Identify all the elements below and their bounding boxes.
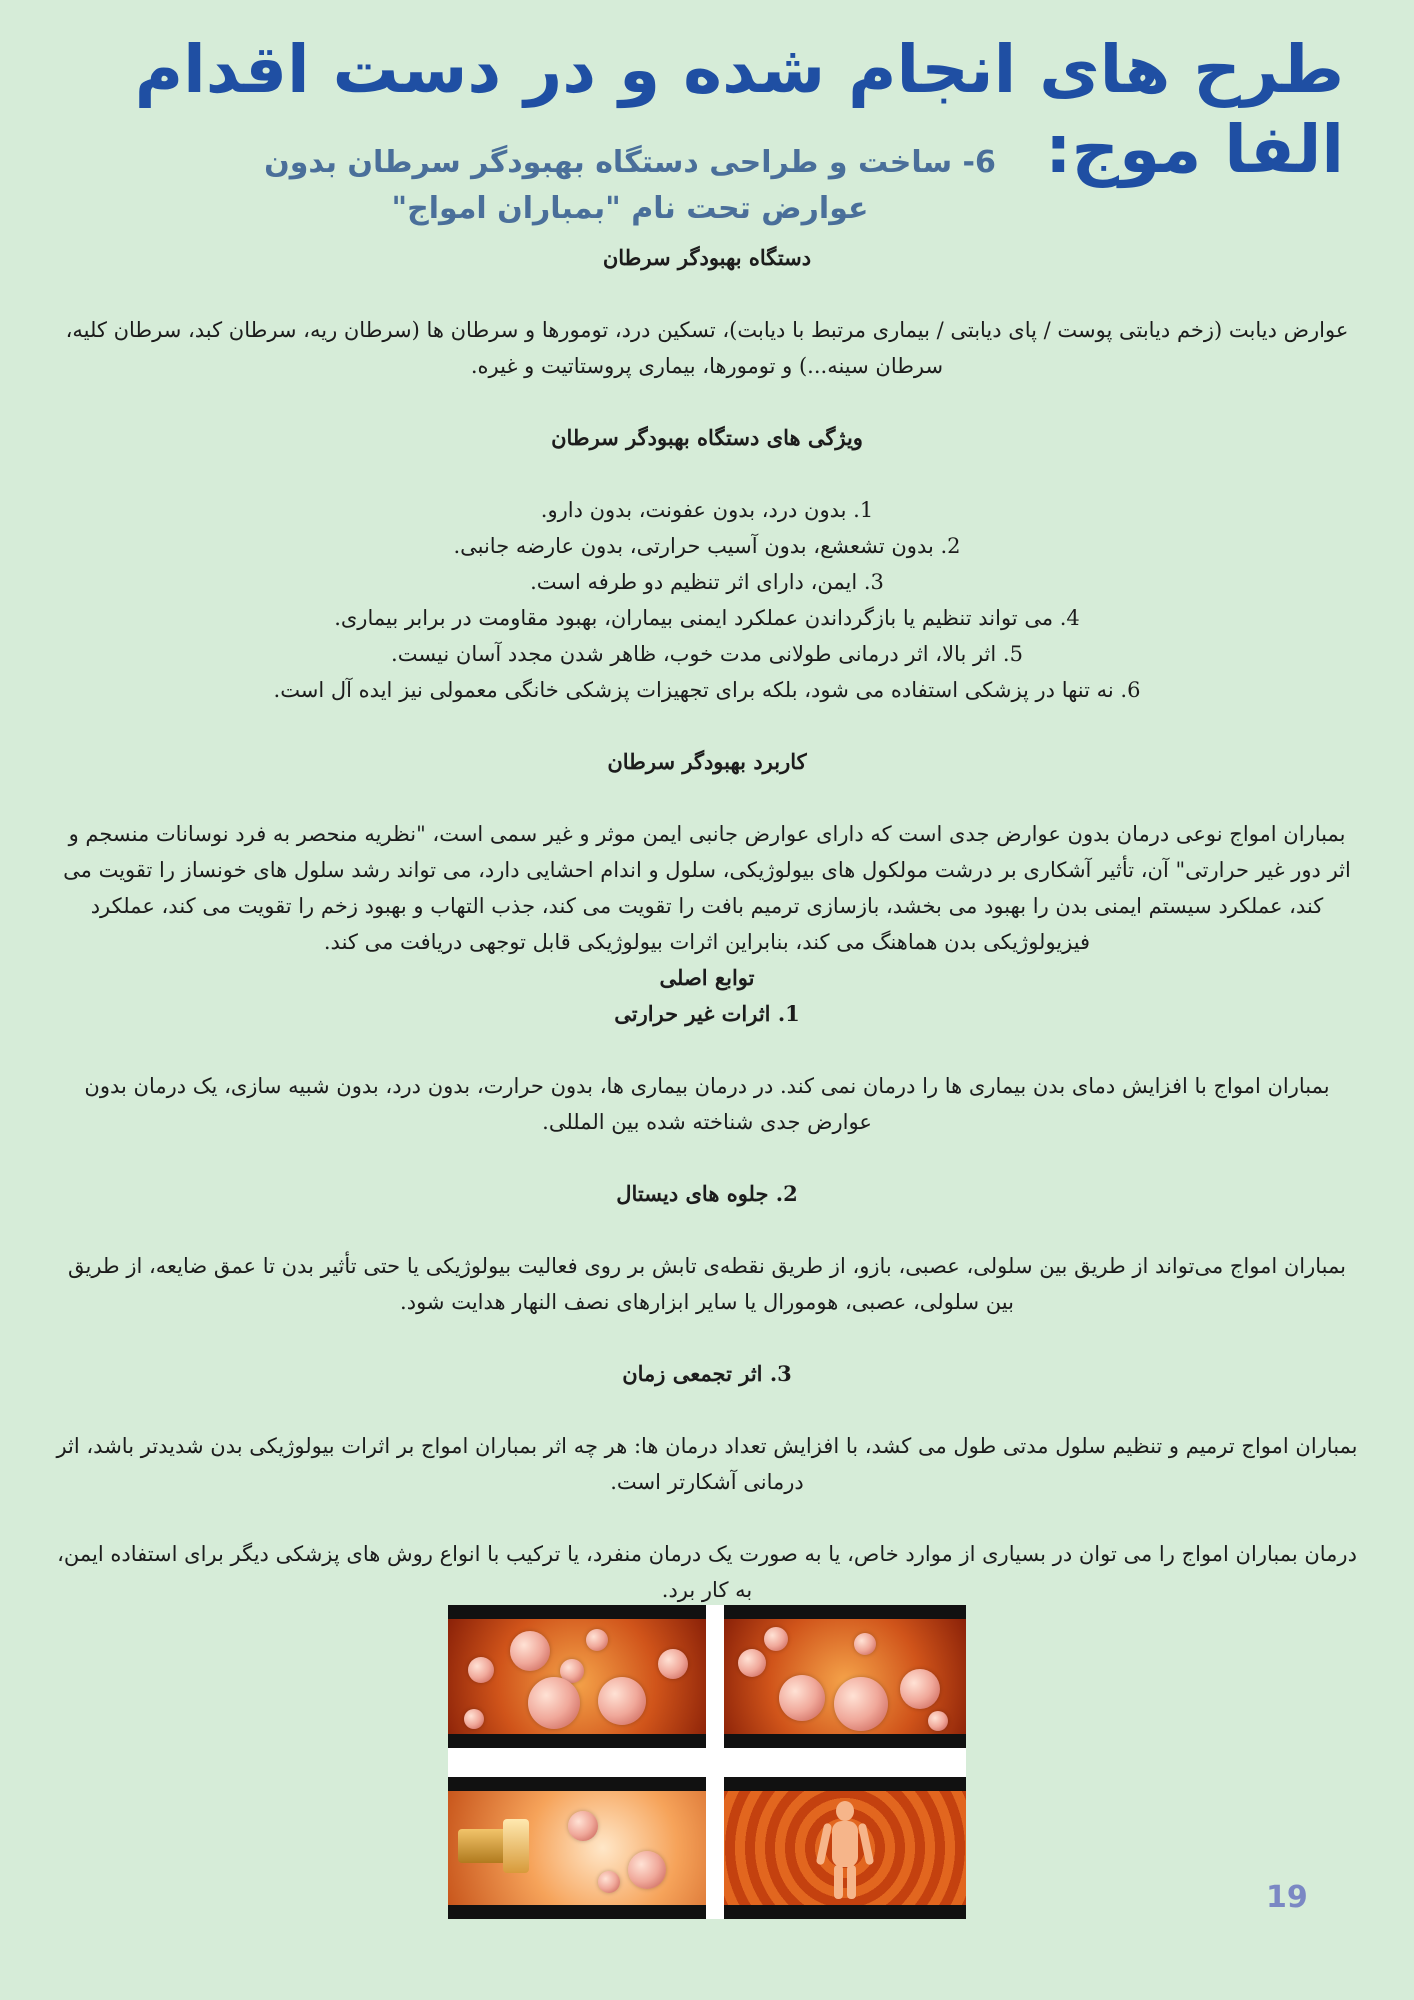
page-subtitle: 6- ساخت و طراحی دستگاه بهبودگر سرطان بدون عوارض تحت نام "بمباران امواج" — [264, 145, 996, 226]
intro-text: عوارض دیابت (زخم دیابتی پوست / پای دیابتی / بیماری مرتبط با دیابت)، تسکین درد، تومورها و سرطان ها (سرطان ریه، سرطان کبد، سرطان کلیه، سرطان سینه...) و تومورها، بیماری پروستاتیت و غیره. — [65, 318, 1349, 378]
feature-item: 1. بدون درد، بدون عفونت، بدون دارو. — [540, 498, 874, 522]
illustration-grid — [448, 1605, 966, 1919]
function-text: بمباران امواج ترمیم و تنظیم سلول مدتی طول می کشد، با افزایش تعداد درمان ها: هر چه اثر بمباران امواج بر اثرات بیولوژیکی بدن شدیدتر باشد، اثر درمانی آشکارتر است. — [56, 1434, 1358, 1494]
feature-item: 2. بدون تشعشع، بدون آسیب حرارتی، بدون عارضه جانبی. — [453, 534, 961, 558]
features-heading: ویژگی های دستگاه بهبودگر سرطان — [551, 425, 863, 450]
feature-item: 6. نه تنها در پزشکی استفاده می شود، بلکه برای تجهیزات پزشکی خانگی معمولی نیز ایده آل است. — [273, 678, 1141, 702]
cells-sad-image — [724, 1605, 966, 1748]
human-body-image — [724, 1777, 966, 1919]
function-heading: 1. اثرات غیر حرارتی — [614, 1001, 800, 1026]
main-functions-heading: توابع اصلی — [659, 965, 755, 990]
feature-item: 3. ایمن، دارای اثر تنظیم دو طرفه است. — [530, 570, 884, 594]
function-heading: 3. اثر تجمعی زمان — [622, 1361, 792, 1386]
document-body — [55, 240, 1359, 1608]
function-heading: 2. جلوه های دیستال — [616, 1181, 798, 1206]
page-number: 19 — [1266, 1880, 1308, 1915]
feature-item: 4. می تواند تنظیم یا بازگرداندن عملکرد ایمنی بیماران، بهبود مقاومت در برابر بیماری. — [334, 606, 1080, 630]
intro-heading: دستگاه بهبودگر سرطان — [602, 245, 812, 270]
application-heading: کاربرد بهبودگر سرطان — [607, 749, 807, 774]
cells-happy-image — [448, 1605, 706, 1748]
features-list — [55, 492, 1359, 708]
function-text: بمباران امواج با افزایش دمای بدن بیماری ها را درمان نمی کند. در درمان بیماری ها، بدون حرارت، بدون درد، بدون شبیه سازی، یک درمان بدون عوارض جدی شناخته شده بین المللی. — [84, 1074, 1330, 1134]
application-text: بمباران امواج نوعی درمان بدون عوارض جدی است که دارای عوارض جانبی ایمن موثر و غیر سمی است، "نظریه منحصر به فرد نوسانات منسجم و اثر دور غیر حرارتی" آن، تأثیر آشکاری بر درشت مولکول های بیولوژیکی، سلول و اندام احشایی دارد، می تواند رشد سلول های خونساز را تقویت می کند، عملکرد سیستم ایمنی بدن را بهبود می بخشد، بازسازی ترمیم بافت را تقویت می کند، جذب التهاب و بهبود زخم را تقویت می کند، عملکرد فیزیولوژیکی بدن هماهنگ می کند، بنابراین اثرات بیولوژیکی قابل توجهی دریافت می کند. — [63, 822, 1351, 954]
feature-item: 5. اثر بالا، اثر درمانی طولانی مدت خوب، ظاهر شدن مجدد آسان نیست. — [391, 642, 1023, 666]
page-title: طرح های انجام شده و در دست اقدام الفا موج: — [134, 31, 1344, 188]
function-text: بمباران امواج می‌تواند از طریق بین سلولی، عصبی، بازو، از طریق نقطه‌ی تابش بر روی فعالیت بیولوژیکی یا حتی تأثیر بدن تا عمق ضایعه، از طریق بین سلولی، عصبی، هومورال یا سایر ابزارهای نصف النهار هدایت شود. — [67, 1254, 1346, 1314]
closing-text: درمان بمباران امواج را می توان در بسیاری از موارد خاص، یا به صورت یک درمان منفرد، یا ترکیب با انواع روش های پزشکی دیگر برای استفاده ایمن، به کار برد. — [57, 1542, 1357, 1602]
wave-beam-image — [448, 1777, 706, 1919]
